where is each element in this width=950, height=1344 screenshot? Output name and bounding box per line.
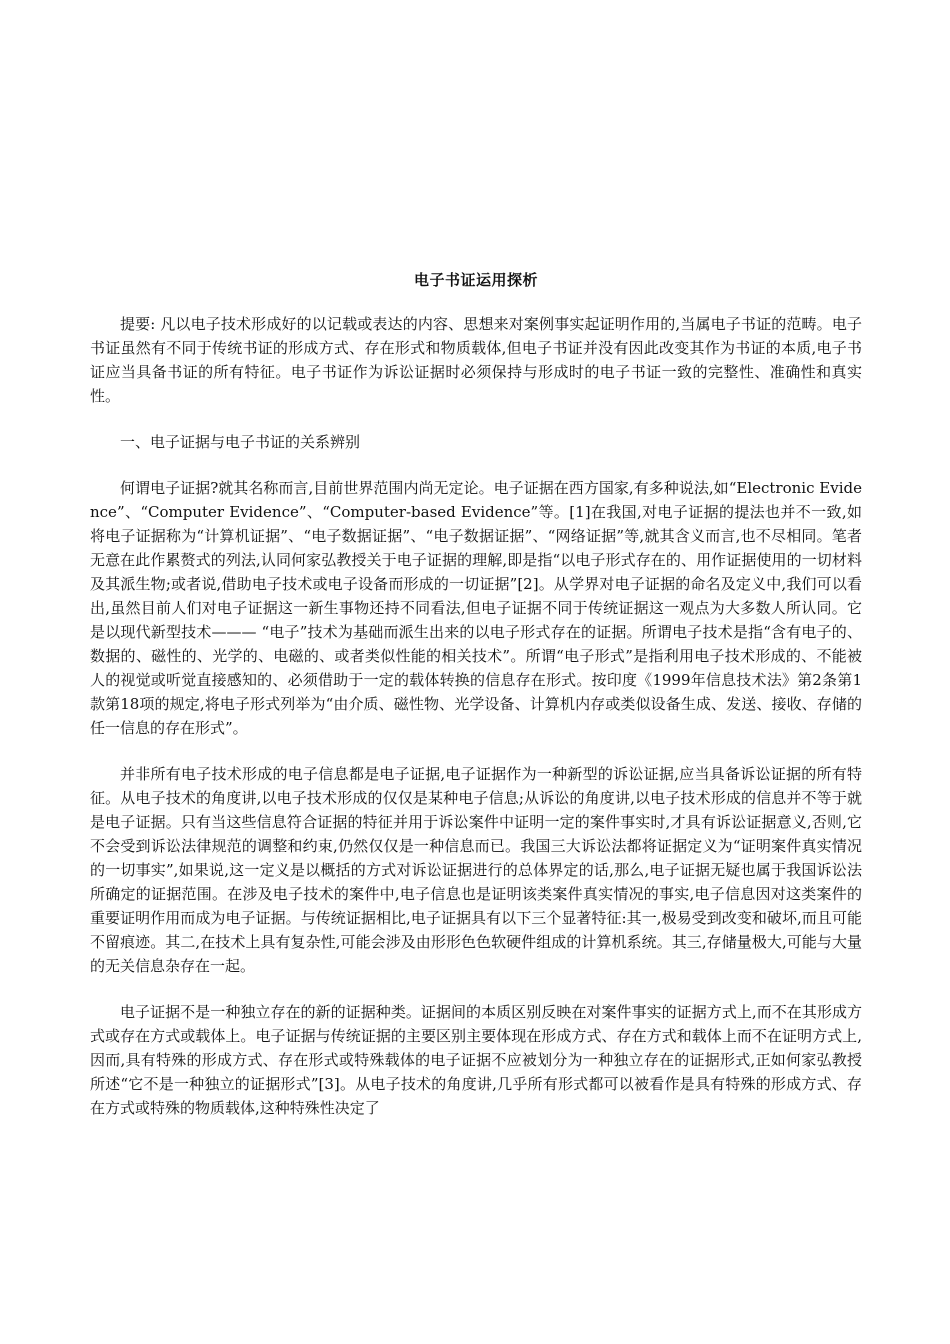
abstract-paragraph: 提要: 凡以电子技术形成好的以记载或表达的内容、思想来对案例事实起证明作用的,当属电子书证的范畴。电子书证虽然有不同于传统书证的形成方式、存在形式和物质载体,但电子书证并没有因此改变其作为书证的本质,电子书证应当具备书证的所有特征。电子书证作为诉讼证据时必须保持与形成时的电子书证一致的完整性、准确性和真实性。 — [90, 315, 862, 405]
document-body — [90, 268, 862, 1142]
body-paragraph-3: 电子证据不是一种独立存在的新的证据种类。证据间的本质区别反映在对案件事实的证据方式上,而不在其形成方式或存在方式或载体上。电子证据与传统证据的主要区别主要体现在形成方式、存在方式和载体上而不在证明方式上,因而,具有特殊的形成方式、存在形式或特殊载体的电子证据不应被划分为一种独立存在的证据形式,正如何家弘教授所述“它不是一种独立的证据形式”[3]。从电子技术的角度讲,几乎所有形式都可以被看作是具有特殊的形成方式、存在方式或特殊的物质载体,这种特殊性决定了 — [90, 1003, 862, 1117]
document-title: 电子书证运用探析 — [413, 271, 538, 289]
body-paragraph-2: 并非所有电子技术形成的电子信息都是电子证据,电子证据作为一种新型的诉讼证据,应当具备诉讼证据的所有特征。从电子技术的角度讲,以电子技术形成的仅仅是某种电子信息;从诉讼的角度讲,以电子技术形成的信息并不等于就是电子证据。只有当这些信息符合证据的特征并用于诉讼案件中证明一定的案件事实时,才具有诉讼证据意义,否则,它不会受到诉讼法律规范的调整和约束,仍然仅仅是一种信息而已。我国三大诉讼法都将证据定义为“证明案件真实情况的一切事实”,如果说,这一定义是以概括的方式对诉讼证据进行的总体界定的话,那么,电子证据无疑也属于我国诉讼法所确定的证据范围。在涉及电子技术的案件中,电子信息也是证明该类案件真实情况的事实,电子信息因对这类案件的重要证明作用而成为电子证据。与传统证据相比,电子证据具有以下三个显著特征:其一,极易受到改变和破坏,而且可能不留痕迹。其二,在技术上具有复杂性,可能会涉及由形形色色软硬件组成的计算机系统。其三,存储量极大,可能与大量的无关信息杂存在一起。 — [90, 765, 862, 975]
section-heading: 一、电子证据与电子书证的关系辨别 — [120, 433, 361, 451]
body-paragraph-1: 何谓电子证据?就其名称而言,目前世界范围内尚无定论。电子证据在西方国家,有多种说法,如“Electronic Evidence”、“Computer Evidence”、“Computer-based Evidence”等。[1]在我国,对电子证据的提法也并不一致,如将电子证据称为“计算机证据”、“电子数据证据”、“电子数据证据”、“网络证据”等,就其含义而言,也不尽相同。笔者无意在此作累赘式的列法,认同何家弘教授关于电子证据的理解,即是指“以电子形式存在的、用作证据使用的一切材料及其派生物;或者说,借助电子技术或电子设备而形成的一切证据”[2]。从学界对电子证据的命名及定义中,我们可以看出,虽然目前人们对电子证据这一新生事物还持不同看法,但电子证据不同于传统证据这一观点为大多数人所认同。它是以现代新型技术——— “电子”技术为基础而派生出来的以电子形式存在的证据。所谓电子技术是指“含有电子的、数据的、磁性的、光学的、电磁的、或者类似性能的相关技术”。所谓“电子形式”是指利用电子技术形成的、不能被人的视觉或听觉直接感知的、必须借助于一定的载体转换的信息存在形式。按印度《1999年信息技术法》第2条第1款第18项的规定,将电子形式列举为“由介质、磁性物、光学设备、计算机内存或类似设备生成、发送、接收、存储的任一信息的存在形式”。 — [90, 479, 862, 737]
